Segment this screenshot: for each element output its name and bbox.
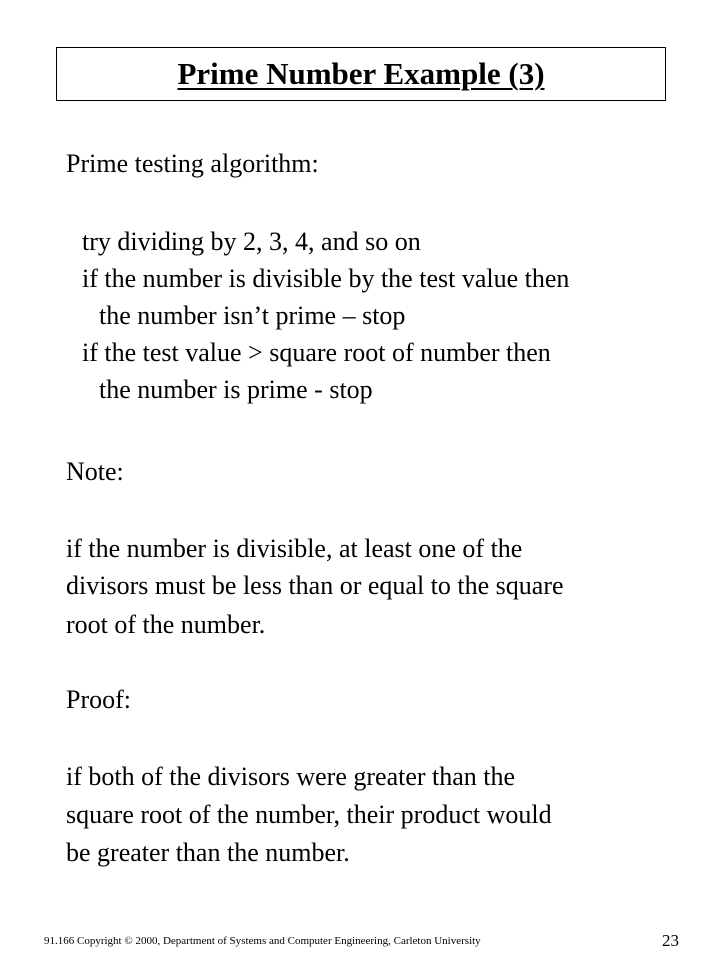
algorithm-line: the number isn’t prime – stop — [99, 301, 406, 330]
algorithm-heading: Prime testing algorithm: — [66, 149, 319, 178]
note-label: Note: — [66, 457, 124, 486]
page-number: 23 — [662, 931, 679, 950]
proof-line: be greater than the number. — [66, 838, 350, 867]
note-line: root of the number. — [66, 610, 266, 639]
proof-line: if both of the divisors were greater than the — [66, 762, 516, 791]
proof-line: square root of the number, their product would — [66, 800, 552, 829]
footer-copyright: 91.166 Copyright © 2000, Department of Systems and Computer Engineering, Carleton University — [44, 935, 481, 947]
note-line: if the number is divisible, at least one of the — [66, 534, 523, 563]
algorithm-line: try dividing by 2, 3, 4, and so on — [82, 227, 421, 256]
title-box — [56, 47, 666, 101]
algorithm-line: the number is prime - stop — [99, 375, 373, 404]
slide-title: Prime Number Example (3) — [177, 56, 545, 91]
algorithm-line: if the number is divisible by the test value then — [82, 264, 570, 293]
proof-label: Proof: — [66, 685, 131, 714]
algorithm-line: if the test value > square root of number then — [82, 338, 551, 367]
note-line: divisors must be less than or equal to the square — [66, 571, 564, 600]
